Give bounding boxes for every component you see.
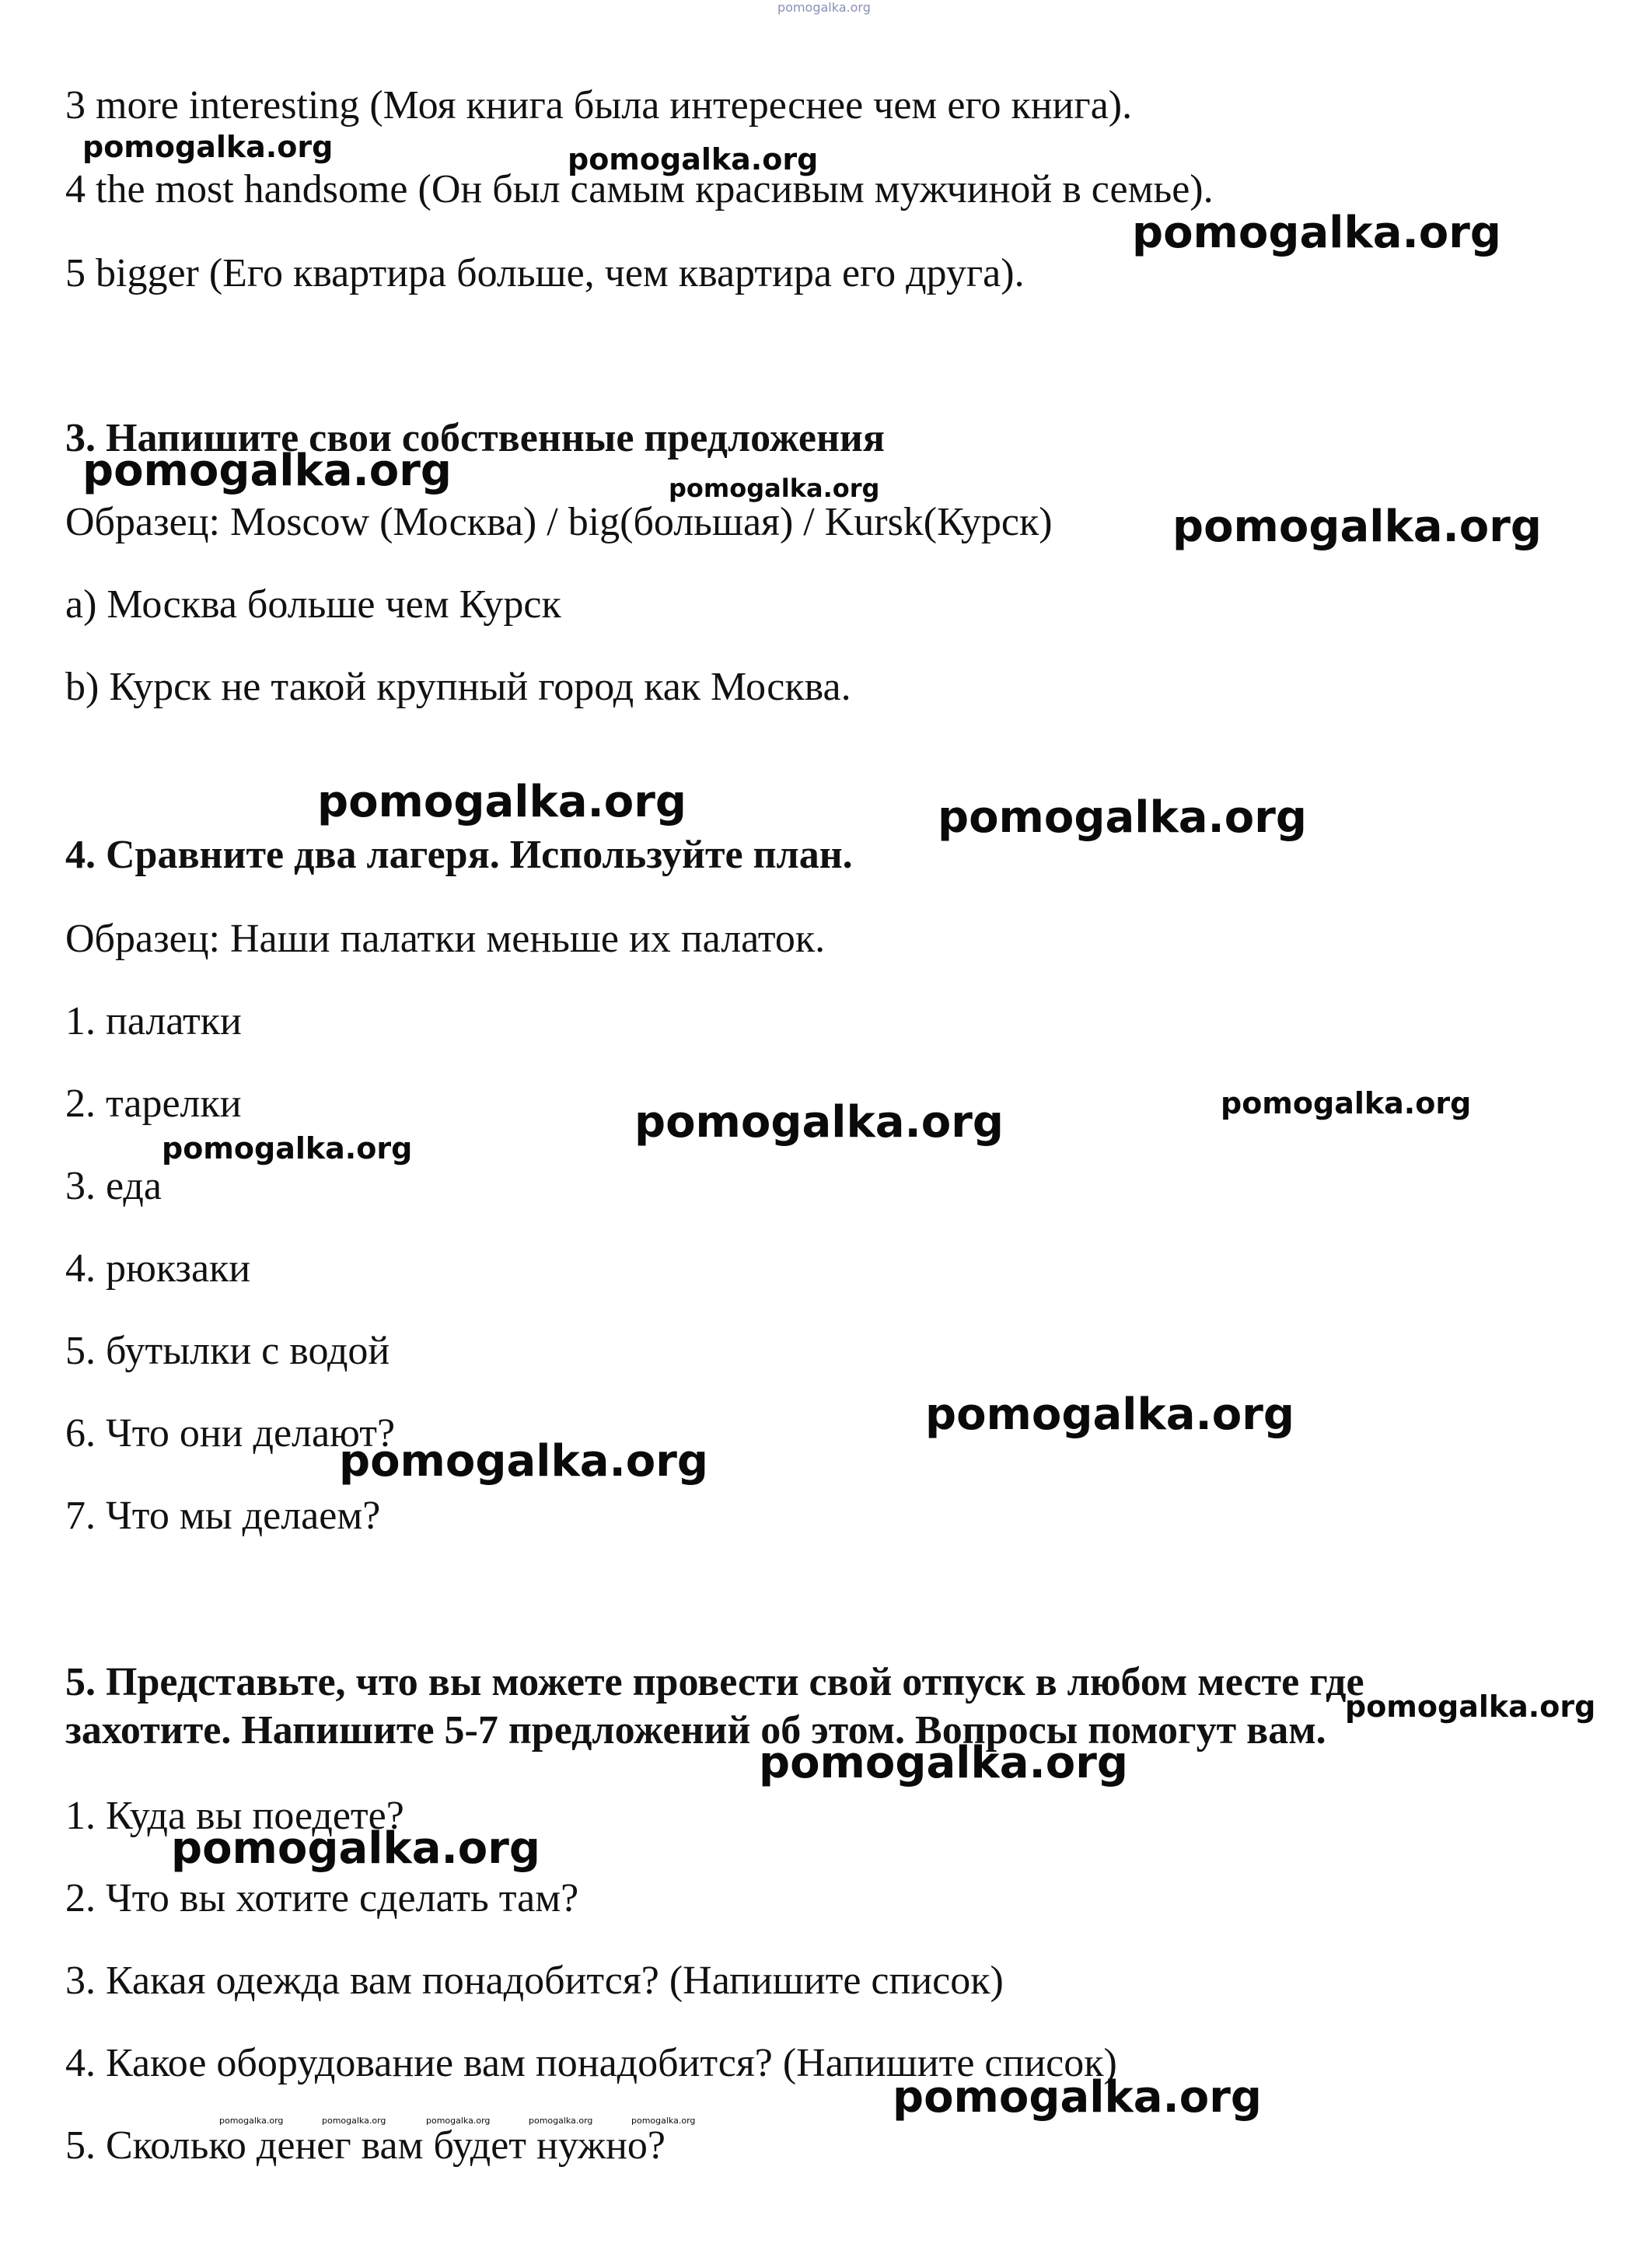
watermark-top: pomogalka.org xyxy=(777,0,871,15)
task3-example: Образец: Moscow (Москва) / big(большая) / Kursk(Курск) xyxy=(65,500,1053,544)
task4-heading: 4. Сравните два лагеря. Используйте план. xyxy=(65,833,853,877)
task5-question-4: 4. Какое оборудование вам понадобится? (Напишите список) xyxy=(65,2041,1117,2085)
watermark: pomogalka.org xyxy=(339,1436,708,1487)
watermark: pomogalka.org xyxy=(1221,1086,1472,1120)
answer-line-5: 5 bigger (Его квартира больше, чем квартира его друга). xyxy=(65,251,1025,295)
task4-item-4: 4. рюкзаки xyxy=(65,1246,251,1291)
task4-example: Образец: Наши палатки меньше их палаток. xyxy=(65,917,826,961)
task5-heading-line1: 5. Представьте, что вы можете провести свой отпуск в любом месте где xyxy=(65,1660,1364,1704)
watermark: pomogalka.org xyxy=(634,1097,1004,1148)
watermark: pomogalka.org xyxy=(219,2116,284,2126)
task3-heading: 3. Напишите свои собственные предложения xyxy=(65,416,886,460)
watermark: pomogalka.org xyxy=(568,142,819,176)
watermark: pomogalka.org xyxy=(669,474,880,503)
task5-question-1: 1. Куда вы поедете? xyxy=(65,1794,404,1838)
watermark: pomogalka.org xyxy=(322,2116,386,2126)
task5-question-2: 2. Что вы хотите сделать там? xyxy=(65,1876,579,1920)
watermark: pomogalka.org xyxy=(759,1738,1128,1788)
watermark: pomogalka.org xyxy=(1172,501,1542,552)
task4-item-5: 5. бутылки с водой xyxy=(65,1329,390,1373)
watermark: pomogalka.org xyxy=(171,1823,540,1874)
watermark: pomogalka.org xyxy=(938,792,1307,843)
answer-line-4: 4 the most handsome (Он был самым красивым мужчиной в семье). xyxy=(65,167,1214,211)
watermark: pomogalka.org xyxy=(1345,1690,1596,1724)
watermark: pomogalka.org xyxy=(426,2116,491,2126)
watermark: pomogalka.org xyxy=(162,1131,413,1165)
watermark: pomogalka.org xyxy=(317,777,686,827)
task4-item-6: 6. Что они делают? xyxy=(65,1411,396,1456)
watermark: pomogalka.org xyxy=(82,446,452,496)
task4-item-3: 3. еда xyxy=(65,1164,162,1208)
task5-question-3: 3. Какая одежда вам понадобится? (Напишите список) xyxy=(65,1959,1004,2003)
task3-answer-b: b) Курск не такой крупный город как Москва. xyxy=(65,665,851,709)
watermark: pomogalka.org xyxy=(925,1389,1294,1440)
watermark: pomogalka.org xyxy=(893,2072,1262,2123)
task5-question-5: 5. Сколько денег вам будет нужно? xyxy=(65,2123,666,2168)
watermark: pomogalka.org xyxy=(631,2116,696,2126)
task4-item-2: 2. тарелки xyxy=(65,1082,242,1126)
watermark: pomogalka.org xyxy=(1132,208,1501,258)
task5-heading-line2: захотите. Напишите 5-7 предложений об этом. Вопросы помогут вам. xyxy=(65,1708,1326,1753)
task4-item-7: 7. Что мы делаем? xyxy=(65,1494,381,1538)
watermark: pomogalka.org xyxy=(529,2116,593,2126)
task4-item-1: 1. палатки xyxy=(65,999,242,1043)
answer-line-3: 3 more interesting (Моя книга была интереснее чем его книга). xyxy=(65,83,1133,128)
task3-answer-a: a) Москва больше чем Курск xyxy=(65,582,561,627)
watermark: pomogalka.org xyxy=(82,130,334,164)
